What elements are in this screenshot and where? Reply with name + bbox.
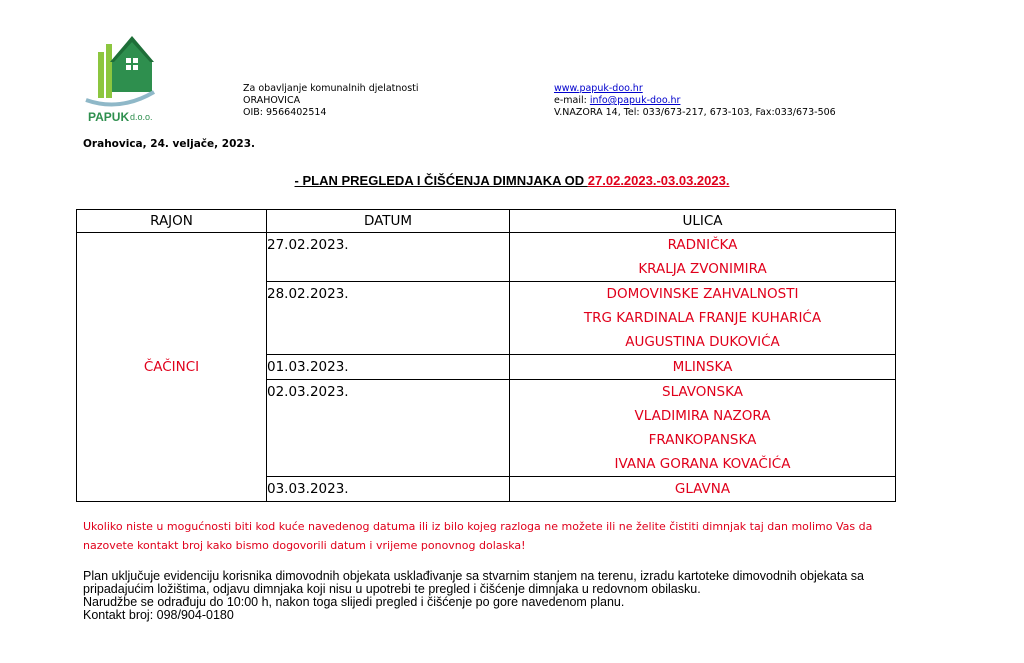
street-name: VLADIMIRA NAZORA (634, 408, 771, 424)
datum-cell: 28.02.2023. (267, 282, 510, 355)
email-label: e-mail: (554, 95, 590, 106)
header-ulica: ULICA (510, 210, 896, 233)
table-row (77, 233, 896, 282)
company-contacts (554, 83, 836, 119)
datum-cell: 03.03.2023. (267, 477, 510, 502)
ulica-cell (510, 380, 896, 477)
ulica-cell (510, 477, 896, 502)
title-prefix: - PLAN PREGLEDA I ČIŠĆENJA DIMNJAKA OD (294, 173, 588, 188)
header-datum: DATUM (267, 210, 510, 233)
company-address: V.NAZORA 14, Tel: 033/673-217, 673-103, Fax:033/673-506 (554, 107, 836, 118)
datum-cell: 27.02.2023. (267, 233, 510, 282)
street-name: TRG KARDINALA FRANJE KUHARIĆA (583, 310, 822, 326)
street-name: GLAVNA (674, 481, 731, 497)
ulica-cell (510, 233, 896, 282)
street-name: SLAVONSKA (662, 384, 743, 400)
street-name: MLINSKA (672, 359, 733, 375)
ulica-cell (510, 355, 896, 380)
street-name: IVANA GORANA KOVAČIĆA (614, 456, 791, 472)
table-header-row (77, 210, 896, 233)
street-name: FRANKOPANSKA (648, 432, 757, 448)
schedule-table (76, 209, 896, 502)
note-contact: Kontakt broj: 098/904-0180 (83, 608, 234, 622)
email-link[interactable]: info@papuk-doo.hr (589, 95, 681, 106)
logo-name: PAPUK (88, 110, 130, 124)
rajon-cell: ČAČINCI (77, 233, 267, 502)
street-name: AUGUSTINA DUKOVIĆA (625, 334, 780, 350)
page-title (0, 173, 1024, 188)
company-oib: OIB: 9566402514 (243, 107, 327, 118)
company-logo (82, 30, 158, 126)
website-link[interactable]: www.papuk-doo.hr (554, 83, 643, 94)
note-orders: Narudžbe se odrađuju do 10:00 h, nakon toga slijedi pregled i čišćenje po gore navedenom planu. (83, 595, 625, 609)
logo-suffix: d.o.o. (130, 112, 153, 122)
note-plan: Plan uključuje evidenciju korisnika dimovodnih objekata usklađivanje sa stvarnim stanjem na terenu, izradu kartoteke dimovodnih objekata sa pripadajućim ložištima, odjavu dimnjaka koji nisu u upotrebi te pregled i čišćenje dimnjaka u redovnom obilasku. (83, 569, 864, 596)
company-activity: Za obavljanje komunalnih djelatnosti (243, 83, 419, 94)
ulica-cell (510, 282, 896, 355)
header-rajon: RAJON (77, 210, 267, 233)
document-date: Orahovica, 24. veljače, 2023. (83, 138, 255, 150)
street-name: KRALJA ZVONIMIRA (638, 261, 767, 277)
title-date-range: 27.02.2023.-03.03.2023. (587, 173, 730, 188)
house-logo-icon (82, 30, 158, 112)
company-city: ORAHOVICA (243, 95, 301, 106)
street-name: RADNIČKA (667, 237, 738, 253)
company-info (243, 83, 419, 119)
street-name: DOMOVINSKE ZAHVALNOSTI (606, 286, 799, 302)
datum-cell: 01.03.2023. (267, 355, 510, 380)
notes (83, 570, 913, 622)
datum-cell: 02.03.2023. (267, 380, 510, 477)
warning-text: Ukoliko niste u mogućnosti biti kod kuće navedenog datuma ili iz bilo kojeg razloga ne možete ili ne želite čistiti dimnjak taj dan molimo Vas da nazovete kontakt broj kako bismo dogovorili datum i vrijeme ponovnog dolaska! (83, 520, 873, 552)
